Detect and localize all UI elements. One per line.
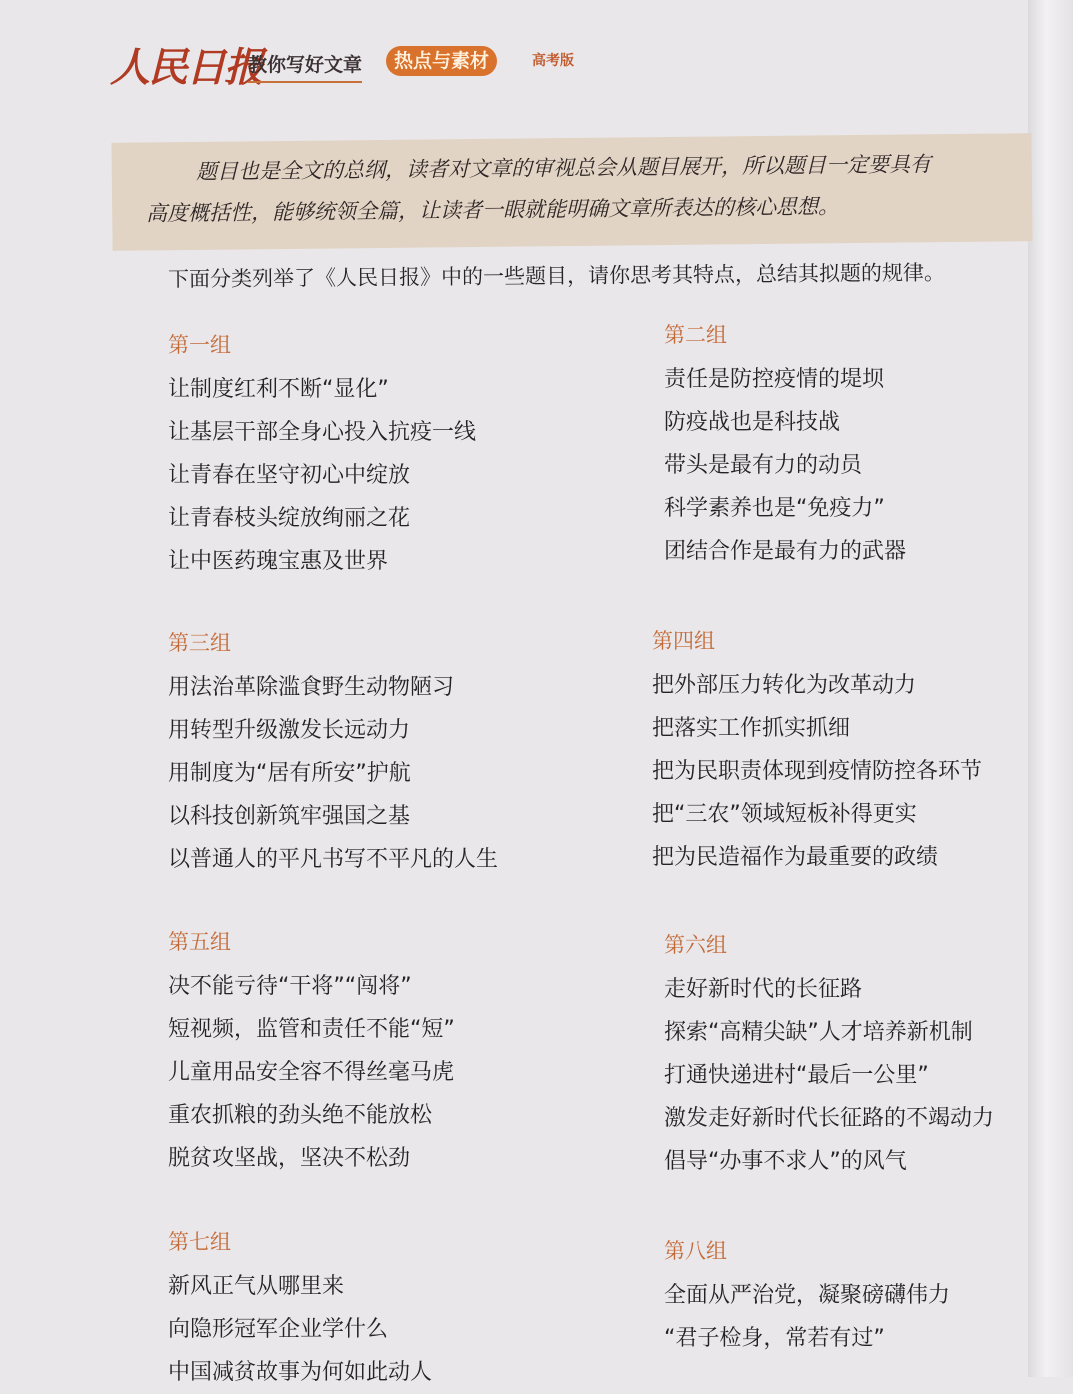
- lead-paragraph: 下面分类列举了《人民日报》中的一些题目，请你思考其特点，总结其拟题的规律。: [167, 260, 946, 292]
- group-title: 第八组: [664, 1239, 727, 1263]
- headline-item: 让中医药瑰宝惠及世界: [168, 549, 389, 574]
- headline-item: 科学素养也是“免疫力”: [664, 496, 885, 521]
- headline-item: 用制度为“居有所安”护航: [168, 761, 411, 786]
- book-subtitle: 教你写好文章: [248, 50, 362, 83]
- headline-item: 激发走好新时代长征路的不竭动力: [664, 1106, 995, 1131]
- group-title: 第五组: [168, 930, 231, 954]
- headline-item: 带头是最有力的动员: [664, 453, 863, 478]
- intro-line-1: 题目也是全文的总纲，读者对文章的审视总会从题目展开，所以题目一定要具有: [195, 152, 932, 184]
- headline-item: 责任是防控疫情的堤坝: [664, 367, 885, 392]
- group-title: 第三组: [168, 631, 231, 655]
- headline-item: 把落实工作抓实抓细: [652, 716, 851, 741]
- headline-item: 把外部压力转化为改革动力: [652, 673, 917, 698]
- headline-item: 决不能亏待“干将”“闯将”: [168, 974, 412, 999]
- headline-item: 把为民造福作为最重要的政绩: [652, 845, 939, 870]
- headline-item: 以普通人的平凡书写不平凡的人生: [168, 847, 499, 872]
- headline-item: 短视频，监管和责任不能“短”: [168, 1017, 455, 1042]
- page-header: [110, 36, 630, 91]
- group-2: [664, 320, 906, 573]
- intro-line-2: 高度概括性，能够统领全篇，让读者一眼就能明确文章所表达的核心思想。: [145, 194, 840, 226]
- group-6: [664, 930, 994, 1183]
- headline-item: 让制度红利不断“显化”: [168, 377, 389, 402]
- headline-item: 打通快递进村“最后一公里”: [664, 1063, 929, 1088]
- headline-item: 团结合作是最有力的武器: [664, 539, 907, 564]
- page-edge: [1028, 0, 1073, 1377]
- headline-item: 中国减贫故事为何如此动人: [168, 1360, 433, 1385]
- headline-item: 走好新时代的长征路: [664, 977, 863, 1002]
- headline-item: 向隐形冠军企业学什么: [168, 1317, 389, 1342]
- edition-label: 高考版: [532, 53, 574, 69]
- headline-item: 让基层干部全身心投入抗疫一线: [168, 420, 477, 445]
- group-title: 第四组: [652, 629, 715, 653]
- headline-item: 让青春在坚守初心中绽放: [168, 463, 411, 488]
- headline-item: 探索“高精尖缺”人才培养新机制: [664, 1020, 973, 1045]
- group-5: [168, 927, 455, 1180]
- headline-item: 把为民职责体现到疫情防控各环节: [652, 759, 983, 784]
- headline-item: 新风正气从哪里来: [168, 1274, 345, 1299]
- headline-item: 儿童用品安全容不得丝毫马虎: [168, 1060, 455, 1085]
- group-3: [168, 628, 498, 881]
- headline-item: 重农抓粮的劲头绝不能放松: [168, 1103, 433, 1128]
- group-7: [168, 1227, 432, 1394]
- group-1: [168, 330, 476, 583]
- group-title: 第二组: [664, 323, 727, 347]
- headline-item: 全面从严治党，凝聚磅礴伟力: [664, 1283, 951, 1308]
- headline-item: 用转型升级激发长远动力: [168, 718, 411, 743]
- group-8: [664, 1236, 950, 1360]
- headline-item: “君子检身，常若有过”: [664, 1326, 885, 1351]
- headline-item: 让青春枝头绽放绚丽之花: [168, 506, 411, 531]
- group-title: 第七组: [168, 1230, 231, 1254]
- headline-item: 以科技创新筑牢强国之基: [168, 804, 411, 829]
- group-title: 第一组: [168, 333, 231, 357]
- headline-item: 把“三农”领域短板补得更实: [652, 802, 917, 827]
- topic-badge: 热点与素材: [386, 46, 497, 76]
- headline-item: 脱贫攻坚战，坚决不松劲: [168, 1146, 411, 1171]
- headline-item: 用法治革除滥食野生动物陋习: [168, 675, 455, 700]
- group-title: 第六组: [664, 933, 727, 957]
- headline-item: 倡导“办事不求人”的风气: [664, 1149, 907, 1174]
- newspaper-logo: 人民日报: [110, 44, 262, 91]
- group-4: [652, 626, 982, 879]
- headline-item: 防疫战也是科技战: [664, 410, 841, 435]
